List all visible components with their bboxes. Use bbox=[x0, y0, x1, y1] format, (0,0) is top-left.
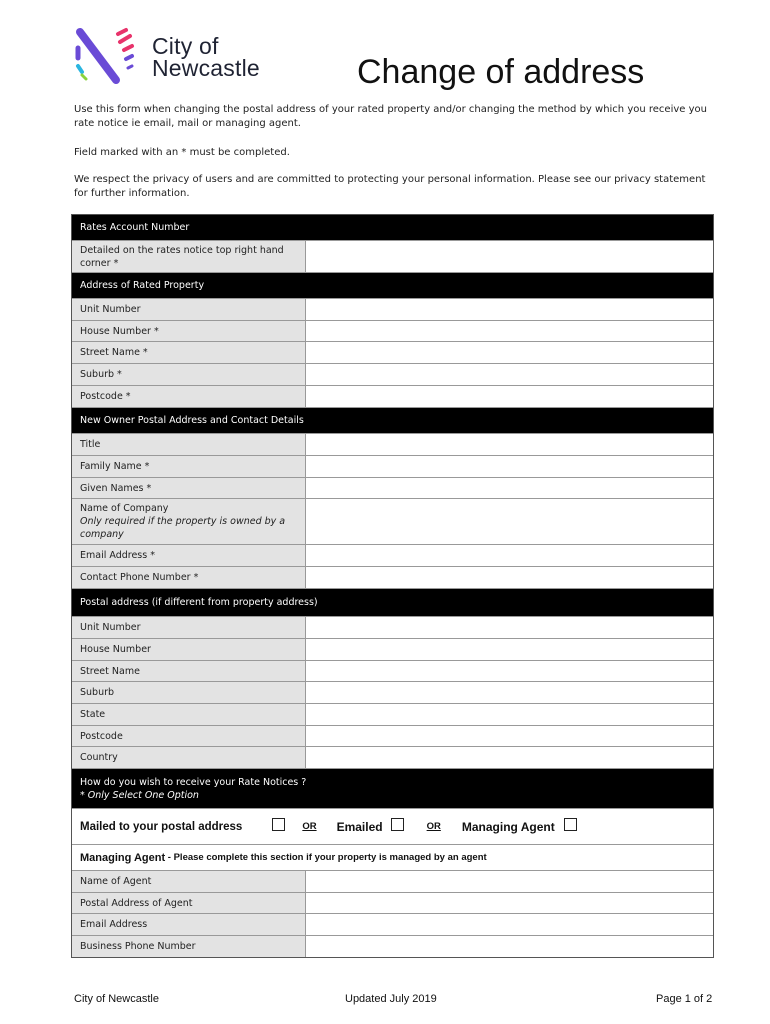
field-label bbox=[72, 386, 306, 407]
field-value-cell bbox=[306, 299, 713, 320]
logo-text bbox=[152, 35, 260, 79]
field-value-cell bbox=[306, 386, 713, 407]
field-label bbox=[72, 567, 306, 588]
field-value-cell bbox=[306, 567, 713, 588]
form-row bbox=[72, 725, 713, 746]
field-label-text: Suburb * bbox=[80, 369, 122, 380]
page-title: Change of address bbox=[357, 53, 645, 91]
form-row bbox=[72, 477, 713, 498]
postal-house-number-input[interactable] bbox=[306, 641, 713, 662]
field-label-text: House Number * bbox=[80, 325, 159, 337]
or-separator: OR bbox=[426, 821, 441, 832]
property-street-name-input[interactable] bbox=[306, 344, 713, 365]
form-row bbox=[72, 935, 713, 957]
mail-checkbox[interactable] bbox=[272, 818, 285, 831]
form-row bbox=[72, 385, 713, 407]
field-label bbox=[72, 321, 306, 341]
field-value-cell bbox=[306, 914, 713, 935]
field-value-cell bbox=[306, 342, 713, 363]
field-label bbox=[72, 871, 306, 892]
field-label bbox=[72, 342, 306, 363]
field-value-cell bbox=[306, 747, 713, 768]
field-value-cell bbox=[306, 682, 713, 703]
form-row bbox=[72, 913, 713, 935]
field-label bbox=[72, 639, 306, 660]
property-postcode-input[interactable] bbox=[306, 388, 713, 409]
field-value-cell bbox=[306, 499, 713, 544]
section-header-rates-account bbox=[72, 215, 713, 240]
field-label bbox=[72, 682, 306, 703]
section-header-postal-address bbox=[72, 588, 713, 616]
field-label-text: Name of Company bbox=[80, 503, 169, 514]
option-mail-label: Mailed to your postal address bbox=[80, 820, 243, 833]
postal-unit-number-input[interactable] bbox=[306, 619, 713, 640]
field-value-cell bbox=[306, 456, 713, 477]
field-value-cell bbox=[306, 545, 713, 566]
property-suburb-input[interactable] bbox=[306, 366, 713, 387]
field-label bbox=[72, 299, 306, 320]
form-row bbox=[72, 363, 713, 385]
field-label-text: Given Names * bbox=[80, 482, 152, 494]
form-row-rates-account-number bbox=[72, 240, 713, 272]
agent-checkbox[interactable] bbox=[564, 818, 577, 831]
agent-postal-address-input[interactable] bbox=[306, 896, 713, 916]
section-header-label: Postal address (if different from property address) bbox=[80, 597, 318, 608]
field-label-text: Title bbox=[80, 439, 101, 450]
form-row bbox=[72, 703, 713, 725]
field-value-cell bbox=[306, 639, 713, 660]
field-label-text: Business Phone Number bbox=[80, 941, 196, 952]
rates-account-number-input[interactable] bbox=[306, 241, 713, 272]
form-row bbox=[72, 320, 713, 341]
field-label bbox=[72, 617, 306, 638]
field-label bbox=[72, 478, 306, 498]
section-header-managing-agent bbox=[72, 844, 713, 870]
agent-phone-input[interactable] bbox=[306, 938, 713, 959]
property-unit-number-input[interactable] bbox=[306, 301, 713, 322]
agent-email-input[interactable] bbox=[306, 916, 713, 937]
form-row bbox=[72, 870, 713, 892]
or-separator: OR bbox=[302, 821, 317, 832]
field-label-text: Unit Number bbox=[80, 622, 141, 633]
field-value-cell bbox=[306, 478, 713, 498]
field-value-cell bbox=[306, 936, 713, 957]
logo-text-line2: Newcastle bbox=[152, 55, 260, 81]
field-label-text: Email Address * bbox=[80, 550, 155, 561]
field-value-cell bbox=[306, 434, 713, 455]
field-label-text: Contact Phone Number * bbox=[80, 572, 199, 583]
field-label-text: Family Name * bbox=[80, 461, 150, 472]
footer-org: City of Newcastle bbox=[74, 993, 159, 1005]
field-label-text: House Number bbox=[80, 644, 151, 655]
field-label-text: Name of Agent bbox=[80, 876, 152, 887]
field-value-cell bbox=[306, 321, 713, 341]
field-label-note: company bbox=[80, 529, 124, 540]
field-value-cell bbox=[306, 704, 713, 725]
owner-phone-input[interactable] bbox=[306, 569, 713, 590]
field-label bbox=[72, 499, 306, 544]
form-row bbox=[72, 566, 713, 588]
section-header-label: Address of Rated Property bbox=[80, 280, 205, 291]
section-header-label: New Owner Postal Address and Contact Details bbox=[80, 415, 304, 426]
field-label bbox=[72, 914, 306, 935]
field-label bbox=[72, 661, 306, 681]
field-label bbox=[72, 936, 306, 957]
field-value-cell bbox=[306, 661, 713, 681]
section-header-rated-property bbox=[72, 272, 713, 298]
field-label-note: Only required if the property is owned by a bbox=[80, 516, 286, 527]
form-row bbox=[72, 298, 713, 320]
form-row bbox=[72, 498, 713, 544]
owner-family-name-input[interactable] bbox=[306, 458, 713, 479]
field-label-text: Country bbox=[80, 752, 118, 763]
agent-header-title: Managing Agent bbox=[80, 851, 166, 864]
delivery-options-row bbox=[72, 808, 713, 844]
field-value-cell bbox=[306, 871, 713, 892]
intro-paragraph: Use this form when changing the postal address of your rated property and/or changing the method by which you receive you rate notice ie email, mail or managing agent. bbox=[74, 104, 707, 129]
field-value-cell bbox=[306, 241, 713, 272]
section-header-label: How do you wish to receive your Rate Notices ? bbox=[80, 776, 307, 788]
field-value-cell bbox=[306, 617, 713, 638]
postal-suburb-input[interactable] bbox=[306, 684, 713, 705]
postal-country-input[interactable] bbox=[306, 749, 713, 770]
form-row bbox=[72, 616, 713, 638]
field-label-line: Detailed on the rates notice top right hand bbox=[80, 244, 284, 256]
field-label-text: Postcode * bbox=[80, 391, 131, 402]
property-house-number-input[interactable] bbox=[306, 324, 713, 344]
field-label-text: Unit Number bbox=[80, 304, 141, 315]
postal-street-name-input[interactable] bbox=[306, 664, 713, 684]
field-label bbox=[72, 747, 306, 768]
field-label bbox=[72, 726, 306, 746]
option-email-label: Emailed bbox=[336, 819, 383, 834]
field-value-cell bbox=[306, 364, 713, 385]
required-note: Field marked with an * must be completed. bbox=[74, 147, 290, 158]
form-row bbox=[72, 892, 713, 913]
owner-title-input[interactable] bbox=[306, 436, 713, 457]
field-label bbox=[72, 893, 306, 913]
form-row bbox=[72, 433, 713, 455]
owner-given-names-input[interactable] bbox=[306, 481, 713, 501]
field-label-text: Email Address bbox=[80, 919, 148, 930]
logo-text-line1: City of bbox=[152, 33, 219, 59]
field-label bbox=[72, 241, 306, 272]
city-of-newcastle-logo bbox=[74, 26, 294, 88]
email-checkbox[interactable] bbox=[391, 818, 404, 831]
field-label bbox=[72, 704, 306, 725]
field-label bbox=[72, 434, 306, 455]
field-label-text: Postal Address of Agent bbox=[80, 897, 193, 909]
footer-updated: Updated July 2019 bbox=[345, 993, 437, 1005]
footer-page-number: Page 1 of 2 bbox=[656, 993, 713, 1005]
form-row bbox=[72, 660, 713, 681]
field-label bbox=[72, 456, 306, 477]
privacy-note: We respect the privacy of users and are committed to protecting your personal information. Please see our privacy statement for further information. bbox=[74, 174, 706, 199]
field-label bbox=[72, 364, 306, 385]
field-label-line: corner * bbox=[80, 257, 119, 269]
form-row bbox=[72, 455, 713, 477]
section-header-label: Rates Account Number bbox=[80, 222, 190, 233]
field-label-text: Suburb bbox=[80, 687, 115, 698]
section-header-delivery-method bbox=[72, 768, 713, 808]
field-label-text: Street Name * bbox=[80, 347, 148, 358]
postal-postcode-input[interactable] bbox=[306, 729, 713, 749]
agent-name-input[interactable] bbox=[306, 873, 713, 894]
owner-company-name-input[interactable] bbox=[306, 499, 713, 544]
logo-mark-icon bbox=[74, 26, 140, 86]
field-label-text: Postcode bbox=[80, 730, 123, 742]
field-label-text: Street Name bbox=[80, 665, 140, 677]
form-row bbox=[72, 681, 713, 703]
form-row bbox=[72, 544, 713, 566]
field-value-cell bbox=[306, 726, 713, 746]
owner-email-input[interactable] bbox=[306, 547, 713, 568]
form-row bbox=[72, 746, 713, 768]
change-of-address-form bbox=[71, 214, 714, 958]
postal-state-input[interactable] bbox=[306, 706, 713, 727]
section-header-sublabel: * Only Select One Option bbox=[80, 789, 199, 801]
agent-header-description: - Please complete this section if your property is managed by an agent bbox=[165, 852, 487, 863]
section-header-new-owner bbox=[72, 407, 713, 433]
field-value-cell bbox=[306, 893, 713, 913]
field-label bbox=[72, 545, 306, 566]
form-row bbox=[72, 341, 713, 363]
field-label-text: State bbox=[80, 709, 106, 720]
form-row bbox=[72, 638, 713, 660]
option-agent-label: Managing Agent bbox=[461, 819, 555, 834]
